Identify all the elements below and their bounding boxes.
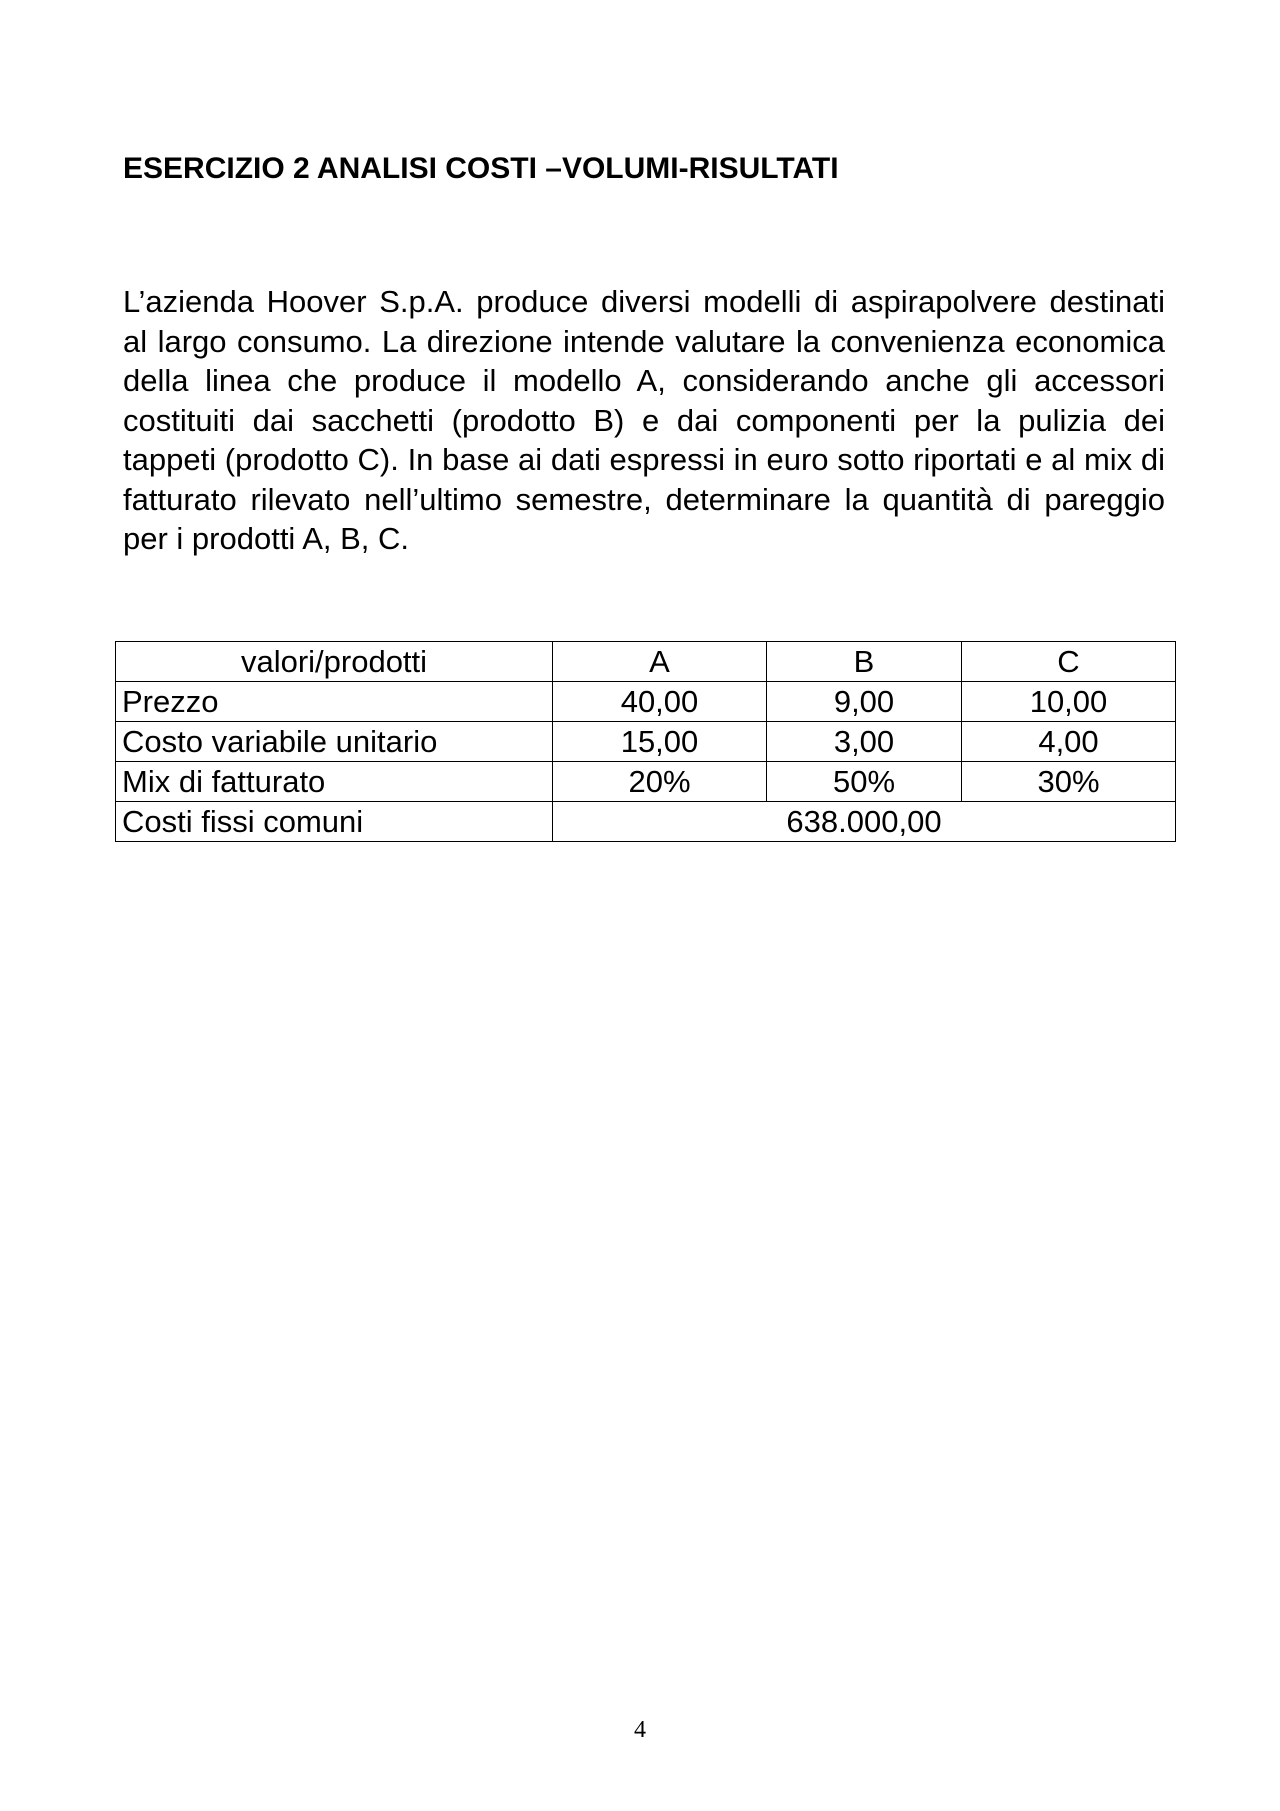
fixed-costs-value: 638.000,00	[553, 802, 1176, 842]
cell-b: 50%	[767, 762, 962, 802]
table-row-prezzo	[116, 682, 1176, 722]
row-label: Mix di fatturato	[116, 762, 553, 802]
cell-a: 15,00	[553, 722, 767, 762]
table-row-costo-variabile	[116, 722, 1176, 762]
row-label: Costi fissi comuni	[116, 802, 553, 842]
header-cell-b: B	[767, 642, 962, 682]
row-label: Costo variabile unitario	[116, 722, 553, 762]
table-row-mix-fatturato	[116, 762, 1176, 802]
page-number: 4	[634, 1717, 646, 1743]
cell-c: 30%	[962, 762, 1176, 802]
cell-b: 9,00	[767, 682, 962, 722]
cell-b: 3,00	[767, 722, 962, 762]
exercise-title: ESERCIZIO 2 ANALISI COSTI –VOLUMI-RISULTATI	[123, 152, 839, 185]
table-header-row	[116, 642, 1176, 682]
header-cell-c: C	[962, 642, 1176, 682]
cell-c: 10,00	[962, 682, 1176, 722]
header-cell-label: valori/prodotti	[116, 642, 553, 682]
table-row-costi-fissi	[116, 802, 1176, 842]
cell-c: 4,00	[962, 722, 1176, 762]
cost-data-table	[115, 641, 1176, 842]
cell-a: 40,00	[553, 682, 767, 722]
row-label: Prezzo	[116, 682, 553, 722]
exercise-text: L’azienda Hoover S.p.A. produce diversi modelli di aspirapolvere destinati al largo consumo. La direzione intende valutare la convenienza economica della linea che produce il modello A, considerando anche gli accessori costituiti dai sacchetti (prodotto B) e dai componenti per la pulizia dei tappeti (prodotto C). In base ai dati espressi in euro sotto riportati e al mix di fatturato rilevato nell’ultimo semestre, determinare la quantità di pareggio per i prodotti A, B, C.	[123, 284, 1165, 556]
cell-a: 20%	[553, 762, 767, 802]
header-cell-a: A	[553, 642, 767, 682]
